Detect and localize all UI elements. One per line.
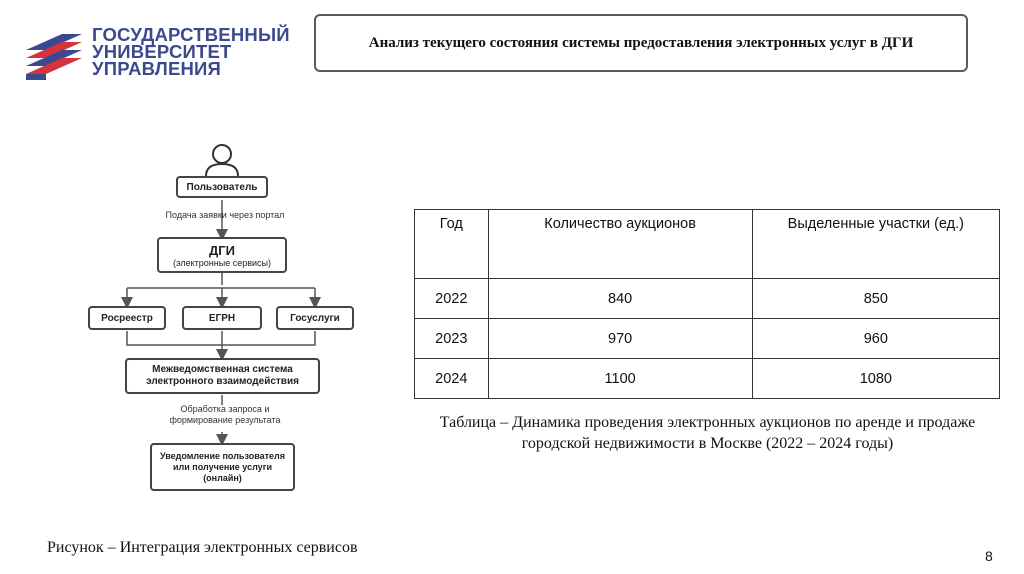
result-line-3: (онлайн) <box>203 472 242 483</box>
page-number: 8 <box>985 548 993 564</box>
university-logo <box>22 24 290 86</box>
interagency-line-2: электронного взаимодействия <box>146 376 299 387</box>
result-node <box>150 443 295 491</box>
integration-diagram <box>70 140 370 510</box>
dgi-node-title: ДГИ <box>209 242 235 258</box>
cell-year: 2023 <box>415 319 489 359</box>
slide-title-box <box>314 14 968 72</box>
submit-step-label: Подача заявки через портал <box>165 210 285 220</box>
cell-auctions: 970 <box>488 319 752 359</box>
user-icon <box>206 145 238 176</box>
auctions-table <box>414 209 1000 399</box>
header-year: Год <box>415 210 489 279</box>
rosreestr-label: Росреестр <box>101 312 153 324</box>
user-node <box>176 176 268 198</box>
interagency-node <box>125 358 320 394</box>
cell-plots: 850 <box>752 279 999 319</box>
processing-line-1: Обработка запроса и <box>180 404 270 414</box>
logo-text <box>92 26 290 77</box>
result-line-2: или получение услуги <box>173 461 272 472</box>
figure-caption: Рисунок – Интеграция электронных сервисов <box>47 539 358 556</box>
result-line-1: Уведомление пользователя <box>159 450 285 461</box>
rosreestr-node <box>88 306 166 330</box>
logo-line-1: ГОСУДАРСТВЕННЫЙ <box>92 24 290 45</box>
cell-plots: 960 <box>752 319 999 359</box>
table-row <box>415 319 1000 359</box>
dgi-node <box>157 237 287 273</box>
gosuslugi-label: Госуслуги <box>290 312 340 324</box>
interagency-line-1: Межведомственная система <box>152 364 293 375</box>
table-header-row <box>415 210 1000 279</box>
logo-line-3: УПРАВЛЕНИЯ <box>92 58 222 79</box>
gosuslugi-node <box>276 306 354 330</box>
table-caption: Таблица – Динамика проведения электронных аукционов по аренде и продаже городской недвижимости в Москве (2022 – 2024 годы) <box>439 414 976 452</box>
logo-emblem-icon <box>22 28 86 84</box>
egrn-label: ЕГРН <box>208 312 236 324</box>
table-row <box>415 359 1000 399</box>
cell-year: 2022 <box>415 279 489 319</box>
slide-title: Анализ текущего состояния системы предоставления электронных услуг в ДГИ <box>368 35 914 51</box>
cell-year: 2024 <box>415 359 489 399</box>
processing-line-2: формирование результата <box>169 415 281 425</box>
cell-plots: 1080 <box>752 359 999 399</box>
egrn-node <box>182 306 262 330</box>
header-auctions: Количество аукционов <box>488 210 752 279</box>
cell-auctions: 840 <box>488 279 752 319</box>
dgi-node-subtitle: (электронные сервисы) <box>172 257 272 268</box>
cell-auctions: 1100 <box>488 359 752 399</box>
user-node-label: Пользователь <box>186 181 258 193</box>
logo-line-2: УНИВЕРСИТЕТ <box>92 41 232 62</box>
table-row <box>415 279 1000 319</box>
processing-step-label <box>125 404 325 426</box>
header-plots: Выделенные участки (ед.) <box>752 210 999 279</box>
